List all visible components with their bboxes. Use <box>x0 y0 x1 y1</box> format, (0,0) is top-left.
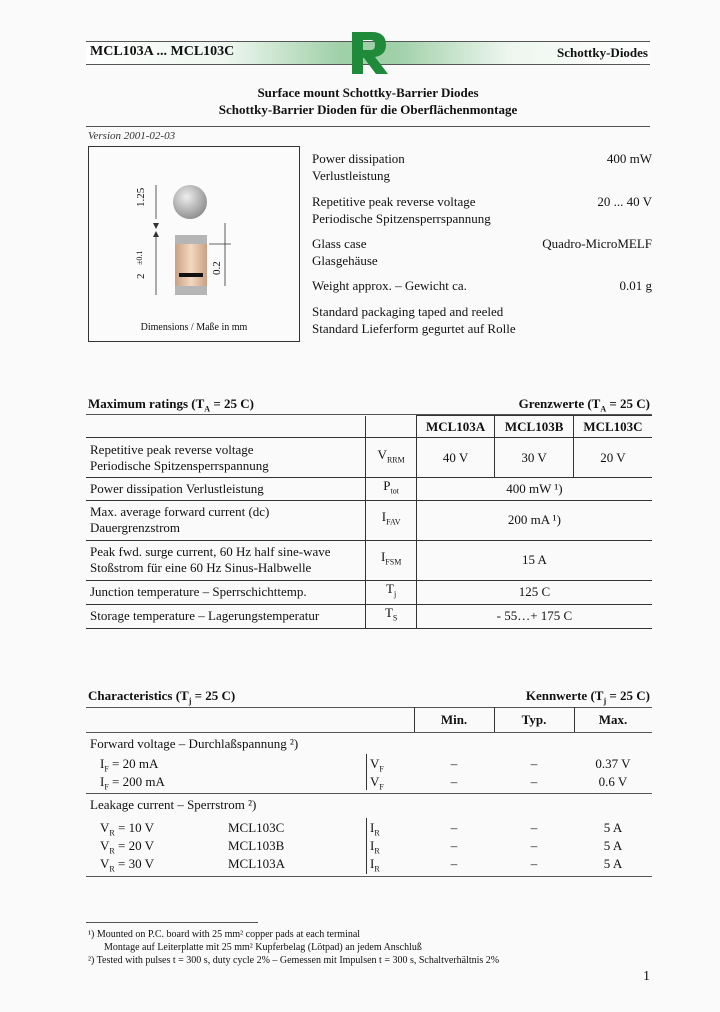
forward-voltage-heading: Forward voltage – Durchlaßspannung ²) <box>90 736 299 751</box>
characteristics-title-de: Kennwerte ($T_j = 25$ C) <box>525 688 650 706</box>
table-row: Max. average forward current (dc) Dauergrenzstrom $I_{FAV}$ 200 mA ¹) <box>86 500 652 540</box>
spec-label-de: Verlustleistung <box>312 168 390 183</box>
divider <box>86 876 652 877</box>
spec-case <box>312 235 652 269</box>
spec-packaging <box>312 303 652 337</box>
title-en: Surface mount Schottky-Barrier Diodes <box>257 85 479 100</box>
spec-value: Quadro-MicroMELF <box>542 236 652 251</box>
logo-r-icon <box>346 30 390 76</box>
table-header-row <box>86 416 652 438</box>
col-header: MCL103B <box>495 416 574 438</box>
title-de: Schottky-Barrier Dioden für die Oberflächenmontage <box>218 102 518 117</box>
table-row: $I_F = 200$ mA $V_F$ – – 0.6 V <box>100 774 628 792</box>
spec-value: 20 ... 40 V <box>597 194 652 209</box>
spec-power <box>312 150 652 184</box>
col-header: MCL103C <box>573 416 652 438</box>
leakage-current-heading: Leakage current – Sperrstrom ²) <box>90 797 257 812</box>
package-diagram <box>89 147 299 341</box>
characteristics-title: Characteristics ($T_j = 25$ C) <box>88 688 236 706</box>
spec-label-de: Standard Lieferform gegurtet auf Rolle <box>312 321 516 336</box>
divider <box>86 732 652 733</box>
spec-label-en: Glass case <box>312 236 367 251</box>
part-range: MCL103A ... MCL103C <box>90 44 235 59</box>
divider <box>86 707 652 708</box>
spec-label-en: Standard packaging taped and reeled <box>312 304 504 319</box>
divider <box>366 818 367 874</box>
spec-value: 400 mW <box>606 151 652 166</box>
max-ratings-title-de: Grenzwerte ($T_A = 25$ C) <box>518 396 650 414</box>
category: Schottky-Diodes <box>556 45 648 60</box>
col-header-typ: Typ. <box>521 712 547 727</box>
spec-label-de: Periodische Spitzensperrspannung <box>312 211 491 226</box>
spec-label-en: Weight approx. – Gewicht ca. <box>312 278 467 293</box>
max-ratings-title: Maximum ratings ($T_A = 25$ C) <box>88 396 254 414</box>
version: Version 2001-02-03 <box>88 130 176 142</box>
package-caption: Dimensions / Maße in mm <box>140 322 248 333</box>
col-header-max: Max. <box>598 712 628 727</box>
spec-label-en: Power dissipation <box>312 151 405 166</box>
footnote-1: ¹) Mounted on P.C. board with 25 mm² copper pads at each terminal Montage auf Leiterplatte mit 25 mm² Kupferbelag (Lötpad) an jedem Anschluß <box>88 929 422 953</box>
dim-band: 0.2 <box>211 261 223 275</box>
col-header: MCL103A <box>416 416 495 438</box>
table-row: Storage temperature – Lagerungstemperatur $T_S$ - 55…+ 175 C <box>86 604 652 628</box>
spec-weight <box>312 277 652 294</box>
divider <box>86 793 652 794</box>
footnote-rule <box>86 922 258 923</box>
dim-length-tol: ±0.1 <box>135 250 144 265</box>
page-number: 1 <box>643 969 650 984</box>
spec-label-de: Glasgehäuse <box>312 253 378 268</box>
table-row: Junction temperature – Sperrschichttemp. $T_j$ 125 C <box>86 580 652 604</box>
col-header-min: Min. <box>440 712 468 727</box>
table-row: Peak fwd. surge current, 60 Hz half sine-wave Stoßstrom für eine 60 Hz Sinus-Halbwelle $I_{FSM}$ 15 A <box>86 540 652 580</box>
spec-vrrm <box>312 193 652 227</box>
package-drawing <box>88 146 300 342</box>
table-row: $V_R = 20$ V MCL103B $I_R$ – – 5 A <box>100 838 623 856</box>
dim-length: 2 <box>135 273 147 279</box>
table-row: Power dissipation Verlustleistung $P_{tot}$ 400 mW ¹) <box>86 478 652 501</box>
divider <box>366 754 367 790</box>
table-row: Repetitive peak reverse voltage Periodische Spitzensperrspannung $V_{RRM}$ 40 V 30 V 20 V <box>86 438 652 478</box>
table-row: $V_R = 10$ V MCL103C $I_R$ – – 5 A <box>100 820 623 838</box>
max-ratings-table <box>86 415 652 629</box>
table-row: $V_R = 30$ V MCL103A $I_R$ – – 5 A <box>100 856 623 874</box>
footnote-2: ²) Tested with pulses t = 300 s, duty cycle 2% – Gemessen mit Impulsen t = 300 s, Schaltverhältnis 2% <box>88 955 500 966</box>
spec-value: 0.01 g <box>619 278 652 293</box>
spec-label-en: Repetitive peak reverse voltage <box>312 194 476 209</box>
dim-top: 1.25 <box>135 187 147 207</box>
divider <box>86 126 650 127</box>
table-row: $I_F = 20$ mA $V_F$ – – 0.37 V <box>100 756 631 774</box>
